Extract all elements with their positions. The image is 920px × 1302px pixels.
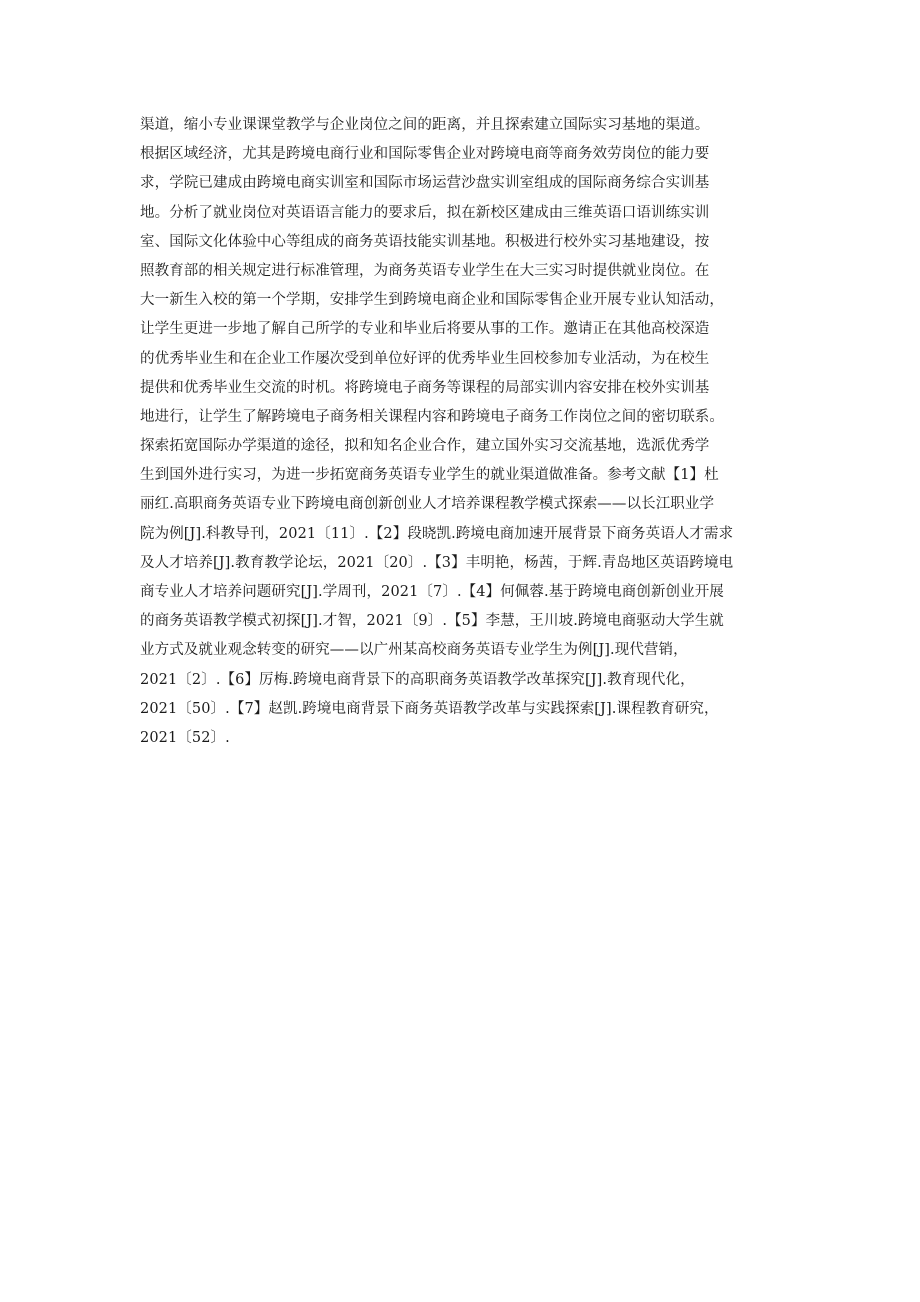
reference-line: 业方式及就业观念转变的研究——以广州某高校商务英语专业学生为例[J].现代营销，: [140, 642, 688, 659]
text-line: 探索拓宽国际办学渠道的途径，拟和知名企业合作，建立国外实习交流基地，选派优秀学: [140, 438, 710, 455]
reference-line: 丽红.高职商务英语专业下跨境电商创新创业人才培养课程教学模式探索——以长江职业学: [140, 496, 715, 513]
text-line: 提供和优秀毕业生交流的时机。将跨境电子商务等课程的局部实训内容安排在校外实训基: [140, 379, 710, 396]
reference-line: 的商务英语教学模式初探[J].才智，2021〔9〕.【5】李慧，王川坡.跨境电商驱动大学生就: [140, 613, 724, 630]
reference-line: 及人才培养[J].教育教学论坛，2021〔20〕.【3】丰明艳，杨茜，于辉.青岛地区英语跨境电: [140, 554, 734, 571]
text-line: 地进行，让学生了解跨境电子商务相关课程内容和跨境电子商务工作岗位之间的密切联系。: [140, 408, 724, 425]
text-line: 的优秀毕业生和在企业工作屡次受到单位好评的优秀毕业生回校参加专业活动，为在校生: [140, 350, 710, 367]
text-line: 生到国外进行实习，为进一步拓宽商务英语专业学生的就业渠道做准备。参考文献【1】杜: [140, 467, 719, 484]
text-line: 渠道，缩小专业课课堂教学与企业岗位之间的距离，并且探索建立国际实习基地的渠道。: [140, 117, 710, 133]
text-line: 让学生更进一步地了解自己所学的专业和毕业后将要从事的工作。邀请正在其他高校深造: [140, 321, 710, 338]
reference-line: 2021〔52〕.: [140, 729, 230, 746]
body-text: [140, 111, 780, 753]
reference-line: 商专业人才培养问题研究[J].学周刊，2021〔7〕.【4】何佩蓉.基于跨境电商创新创业开展: [140, 584, 724, 600]
text-line: 地。分析了就业岗位对英语语言能力的要求后，拟在新校区建成由三维英语口语训练实训: [140, 204, 710, 221]
text-line: 照教育部的相关规定进行标准管理，为商务英语专业学生在大三实习时提供就业岗位。在: [140, 262, 710, 279]
text-line: 室、国际文化体验中心等组成的商务英语技能实训基地。积极进行校外实习基地建设，按: [140, 233, 710, 250]
reference-line: 院为例[J].科教导刊，2021〔11〕.【2】段晓凯.跨境电商加速开展背景下商务英语人才需求: [140, 525, 734, 542]
text-line: 根据区域经济，尤其是跨境电商行业和国际零售企业对跨境电商等商务效劳岗位的能力要: [140, 146, 710, 163]
text-line: 大一新生入校的第一个学期，安排学生到跨境电商企业和国际零售企业开展专业认知活动，: [140, 292, 724, 309]
text-line: 求，学院已建成由跨境电商实训室和国际市场运营沙盘实训室组成的国际商务综合实训基: [140, 175, 710, 192]
reference-line: 2021〔50〕.【7】赵凯.跨境电商背景下商务英语教学改革与实践探索[J].课程教育研究，: [140, 700, 719, 717]
reference-line: 2021〔2〕.【6】厉梅.跨境电商背景下的高职商务英语教学改革探究[J].教育现代化，: [140, 671, 695, 688]
